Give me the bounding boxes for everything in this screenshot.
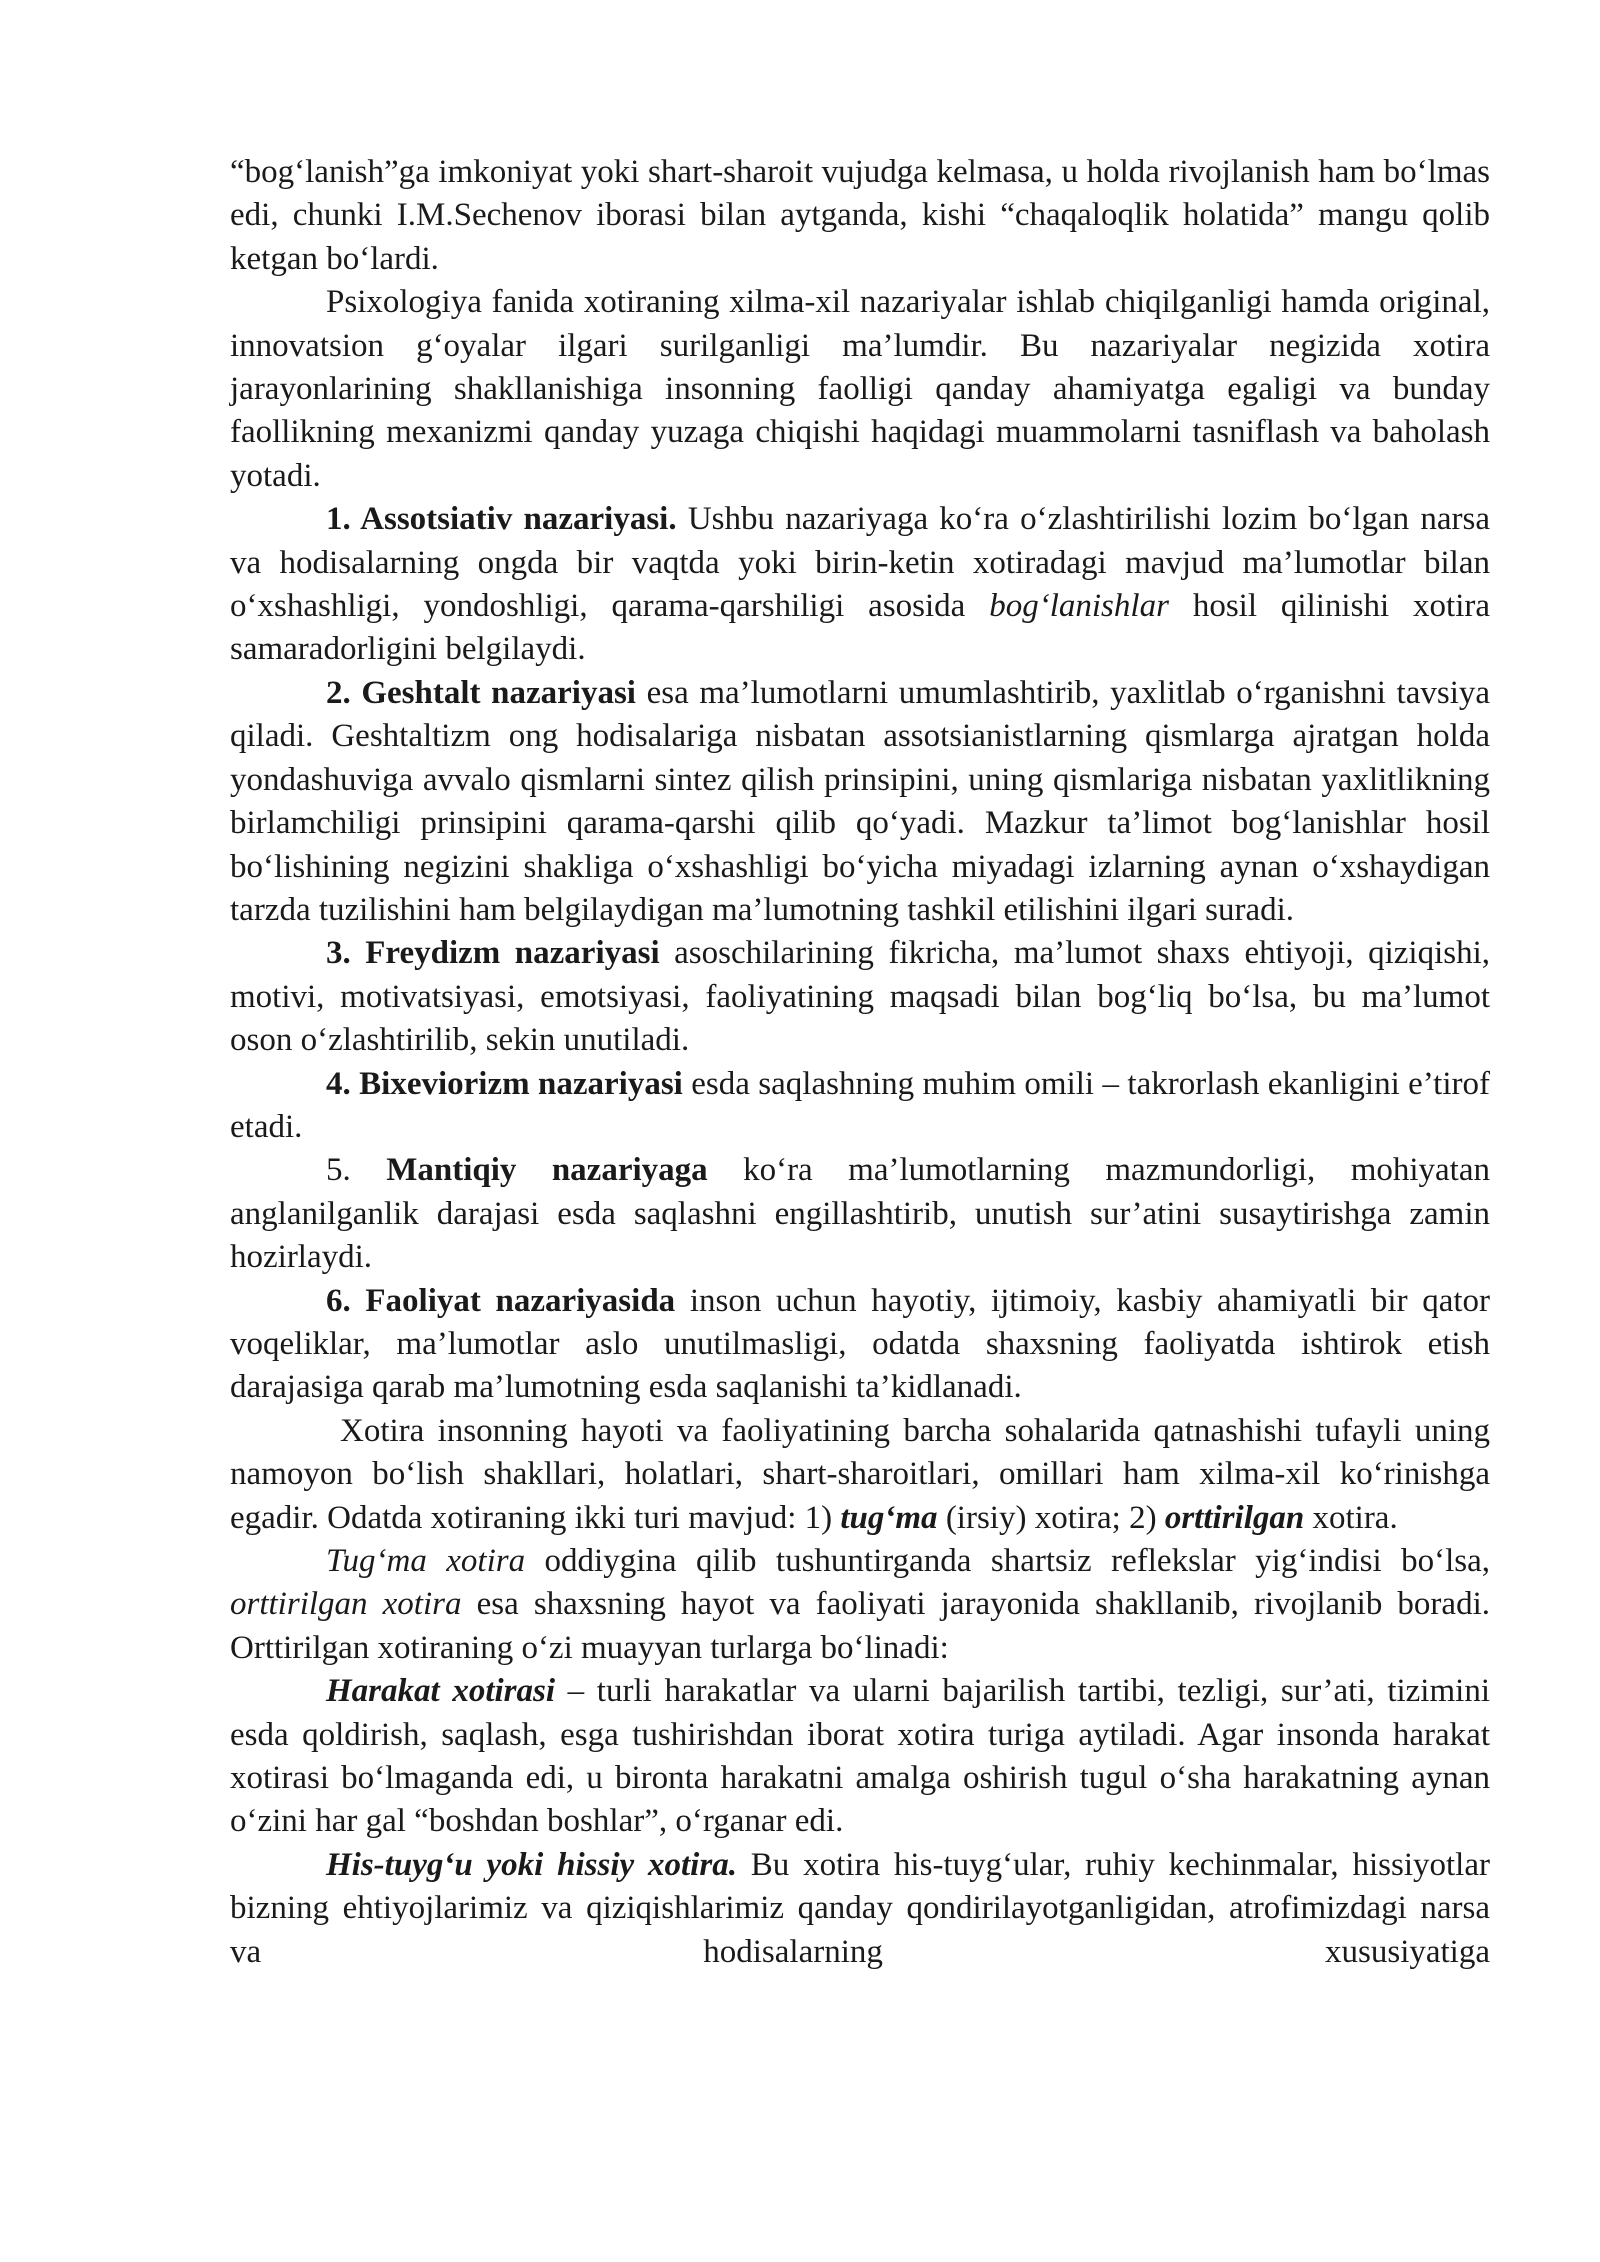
paragraph-innate-memory — [230, 1540, 1490, 1670]
paragraph-text: Ushbu nazariyaga ko‘ra o‘zlashtirilishi lozim bo‘lgan narsa va hodisalarning ongda bir vaqtda yoki birin-ketin xotiradagi mavjud ma’lumotlar bilan o‘xshashligi, yondoshligi, qarama-qarshiligi asosida — [230, 501, 1490, 625]
paragraph-text: esda saqlashning muhim omili – takrorlash ekanligini e’tirof etadi. — [230, 1065, 1490, 1145]
theory-heading: Mantiqiy nazariyaga — [386, 1152, 708, 1189]
paragraph-text: esa ma’lumotlarni umumlashtirib, yaxlitlab o‘rganishni tavsiya qiladi. Geshtaltizm ong hodisalariga nisbatan assotsianistlarning qismlarga ajratgan holda yondashuviga avvalo qismlarni sintez qilish prinsipini, uning qismlariga nisbatan yaxlitlikning birlamchiligi prinsipini qarama-qarshi qilib qo‘yadi. Mazkur ta’limot bog‘lanishlar hosil bo‘lishining negizini shakliga o‘xshashligi bo‘yicha miyadagi izlarning aynan o‘xshaydigan tarzda tuzilishini ham belgilaydigan ma’lumotning tashkil etilishini ilgari suradi. — [230, 674, 1491, 928]
paragraph-text: hosil qilinishi xotira samaradorligini belgilaydi. — [230, 588, 1491, 668]
paragraph-activity-theory — [230, 1280, 1490, 1410]
theory-heading: 1. Assotsiativ nazariyasi. — [326, 501, 677, 538]
theory-heading: 6. Faoliyat nazariyasida — [326, 1282, 676, 1319]
emphasis-term: orttirilgan xotira — [230, 1586, 462, 1623]
paragraph-text: esa shaxsning hayot va faoliyati jarayonida shakllanib, rivojlanib boradi. Orttirilgan xotiraning o‘zi muayyan turlarga bo‘linadi: — [230, 1586, 1490, 1666]
paragraph-text: (irsiy) xotira; 2) — [937, 1499, 1165, 1536]
paragraph-logical-theory — [230, 1149, 1490, 1279]
paragraph-theories-overview — [230, 281, 1490, 498]
emphasis-term: orttirilgan — [1164, 1499, 1305, 1536]
theory-heading: 3. Freydizm nazariyasi — [326, 935, 660, 972]
emphasis-term: tug‘ma — [840, 1499, 938, 1536]
emphasis-term: His-tuyg‘u yoki hissiy xotira. — [326, 1846, 737, 1883]
paragraph-emotional-memory — [230, 1844, 1490, 1974]
theory-heading: 4. Bixeviorizm nazariyasi — [326, 1065, 683, 1102]
paragraph-text: asoschilarining fikricha, ma’lumot shaxs ehtiyoji, qiziqishi, motivi, motivatsiyasi, emotsiyasi, faoliyatining maqsadi bilan bog‘liq bo‘lsa, bu ma’lumot oson o‘zlashtirilib, sekin unutiladi. — [230, 935, 1490, 1059]
paragraph-gestalt-theory — [230, 672, 1490, 932]
paragraph-text: inson uchun hayotiy, ijtimoiy, kasbiy ahamiyatli bir qator voqeliklar, ma’lumotlar aslo unutilmasligi, odatda shaxsning faoliyatda ishtirok etish darajasiga qarab ma’lumotning esda saqlanishi ta’kidlanadi. — [230, 1282, 1490, 1406]
paragraph-text: xotira. — [1304, 1499, 1398, 1536]
paragraph-text: – turli harakatlar va ularni bajarilish tartibi, tezligi, sur’ati, tizimini esda qoldirish, saqlash, esga tushirishdan iborat xotira turiga aytiladi. Agar insonda harakat xotirasi bo‘lmaganda edi, u bironta harakatni amalga oshirish tugul o‘sha harakatning aynan o‘zini har gal “boshdan boshlar”, o‘rganar edi. — [230, 1673, 1490, 1840]
theory-heading: 2. Geshtalt nazariyasi — [326, 674, 636, 711]
paragraph-intro — [230, 151, 1490, 281]
paragraph-freudian-theory — [230, 932, 1490, 1062]
paragraph-text: oddiygina qilib tushuntirganda shartsiz reflekslar yig‘indisi bo‘lsa, — [525, 1543, 1490, 1579]
paragraph-text: ko‘ra ma’lumotlarning mazmundorligi, mohiyatan anglanilganlik darajasi esda saqlashni engillashtirib, unutish sur’atini susaytirishga zamin hozirlaydi. — [230, 1152, 1490, 1276]
paragraph-text: Xotira insonning hayoti va faoliyatining barcha sohalarida qatnashishi tufayli uning namoyon bo‘lish shakllari, holatlari, shart-sharoitlari, omillari ham xilma-xil ko‘rinishga egadir. Odatda xotiraning ikki turi mavjud: 1) — [230, 1412, 1490, 1536]
page-body — [230, 151, 1490, 1974]
emphasis-term: Tug‘ma xotira — [326, 1543, 526, 1579]
paragraph-text: Bu xotira his-tuyg‘ular, ruhiy kechinmalar, hissiyotlar bizning ehtiyojlarimiz va qiziqishlarimiz qanday qondirilayotganligidan, atrofimizdagi narsa va hodisalarning xususiyatiga — [230, 1846, 1490, 1970]
paragraph-associative-theory — [230, 498, 1490, 672]
paragraph-text: Psixologiya fanida xotiraning xilma-xil nazariyalar ishlab chiqilganligi hamda original, innovatsion g‘oyalar ilgari surilganligi ma’lumdir. Bu nazariyalar negizida xotira jarayonlarining shakllanishiga insonning faolligi qanday ahamiyatga egaligi va bunday faollikning mexanizmi qanday yuzaga chiqishi haqidagi muammolarni tasniflash va baholash yotadi. — [230, 284, 1490, 494]
paragraph-text: “bog‘lanish”ga imkoniyat yoki shart-sharoit vujudga kelmasa, u holda rivojlanish ham bo‘lmas edi, chunki I.M.Sechenov iborasi bilan aytganda, kishi “chaqaloqlik holatida” mangu qolib ketgan bo‘lardi. — [230, 154, 1490, 277]
paragraph-motor-memory — [230, 1670, 1490, 1844]
emphasis-term: Harakat xotirasi — [326, 1673, 556, 1710]
list-number: 5. — [326, 1152, 387, 1189]
paragraph-memory-types — [230, 1410, 1490, 1540]
emphasis-term: bog‘lanishlar — [989, 588, 1169, 625]
paragraph-behaviorism-theory — [230, 1063, 1490, 1150]
